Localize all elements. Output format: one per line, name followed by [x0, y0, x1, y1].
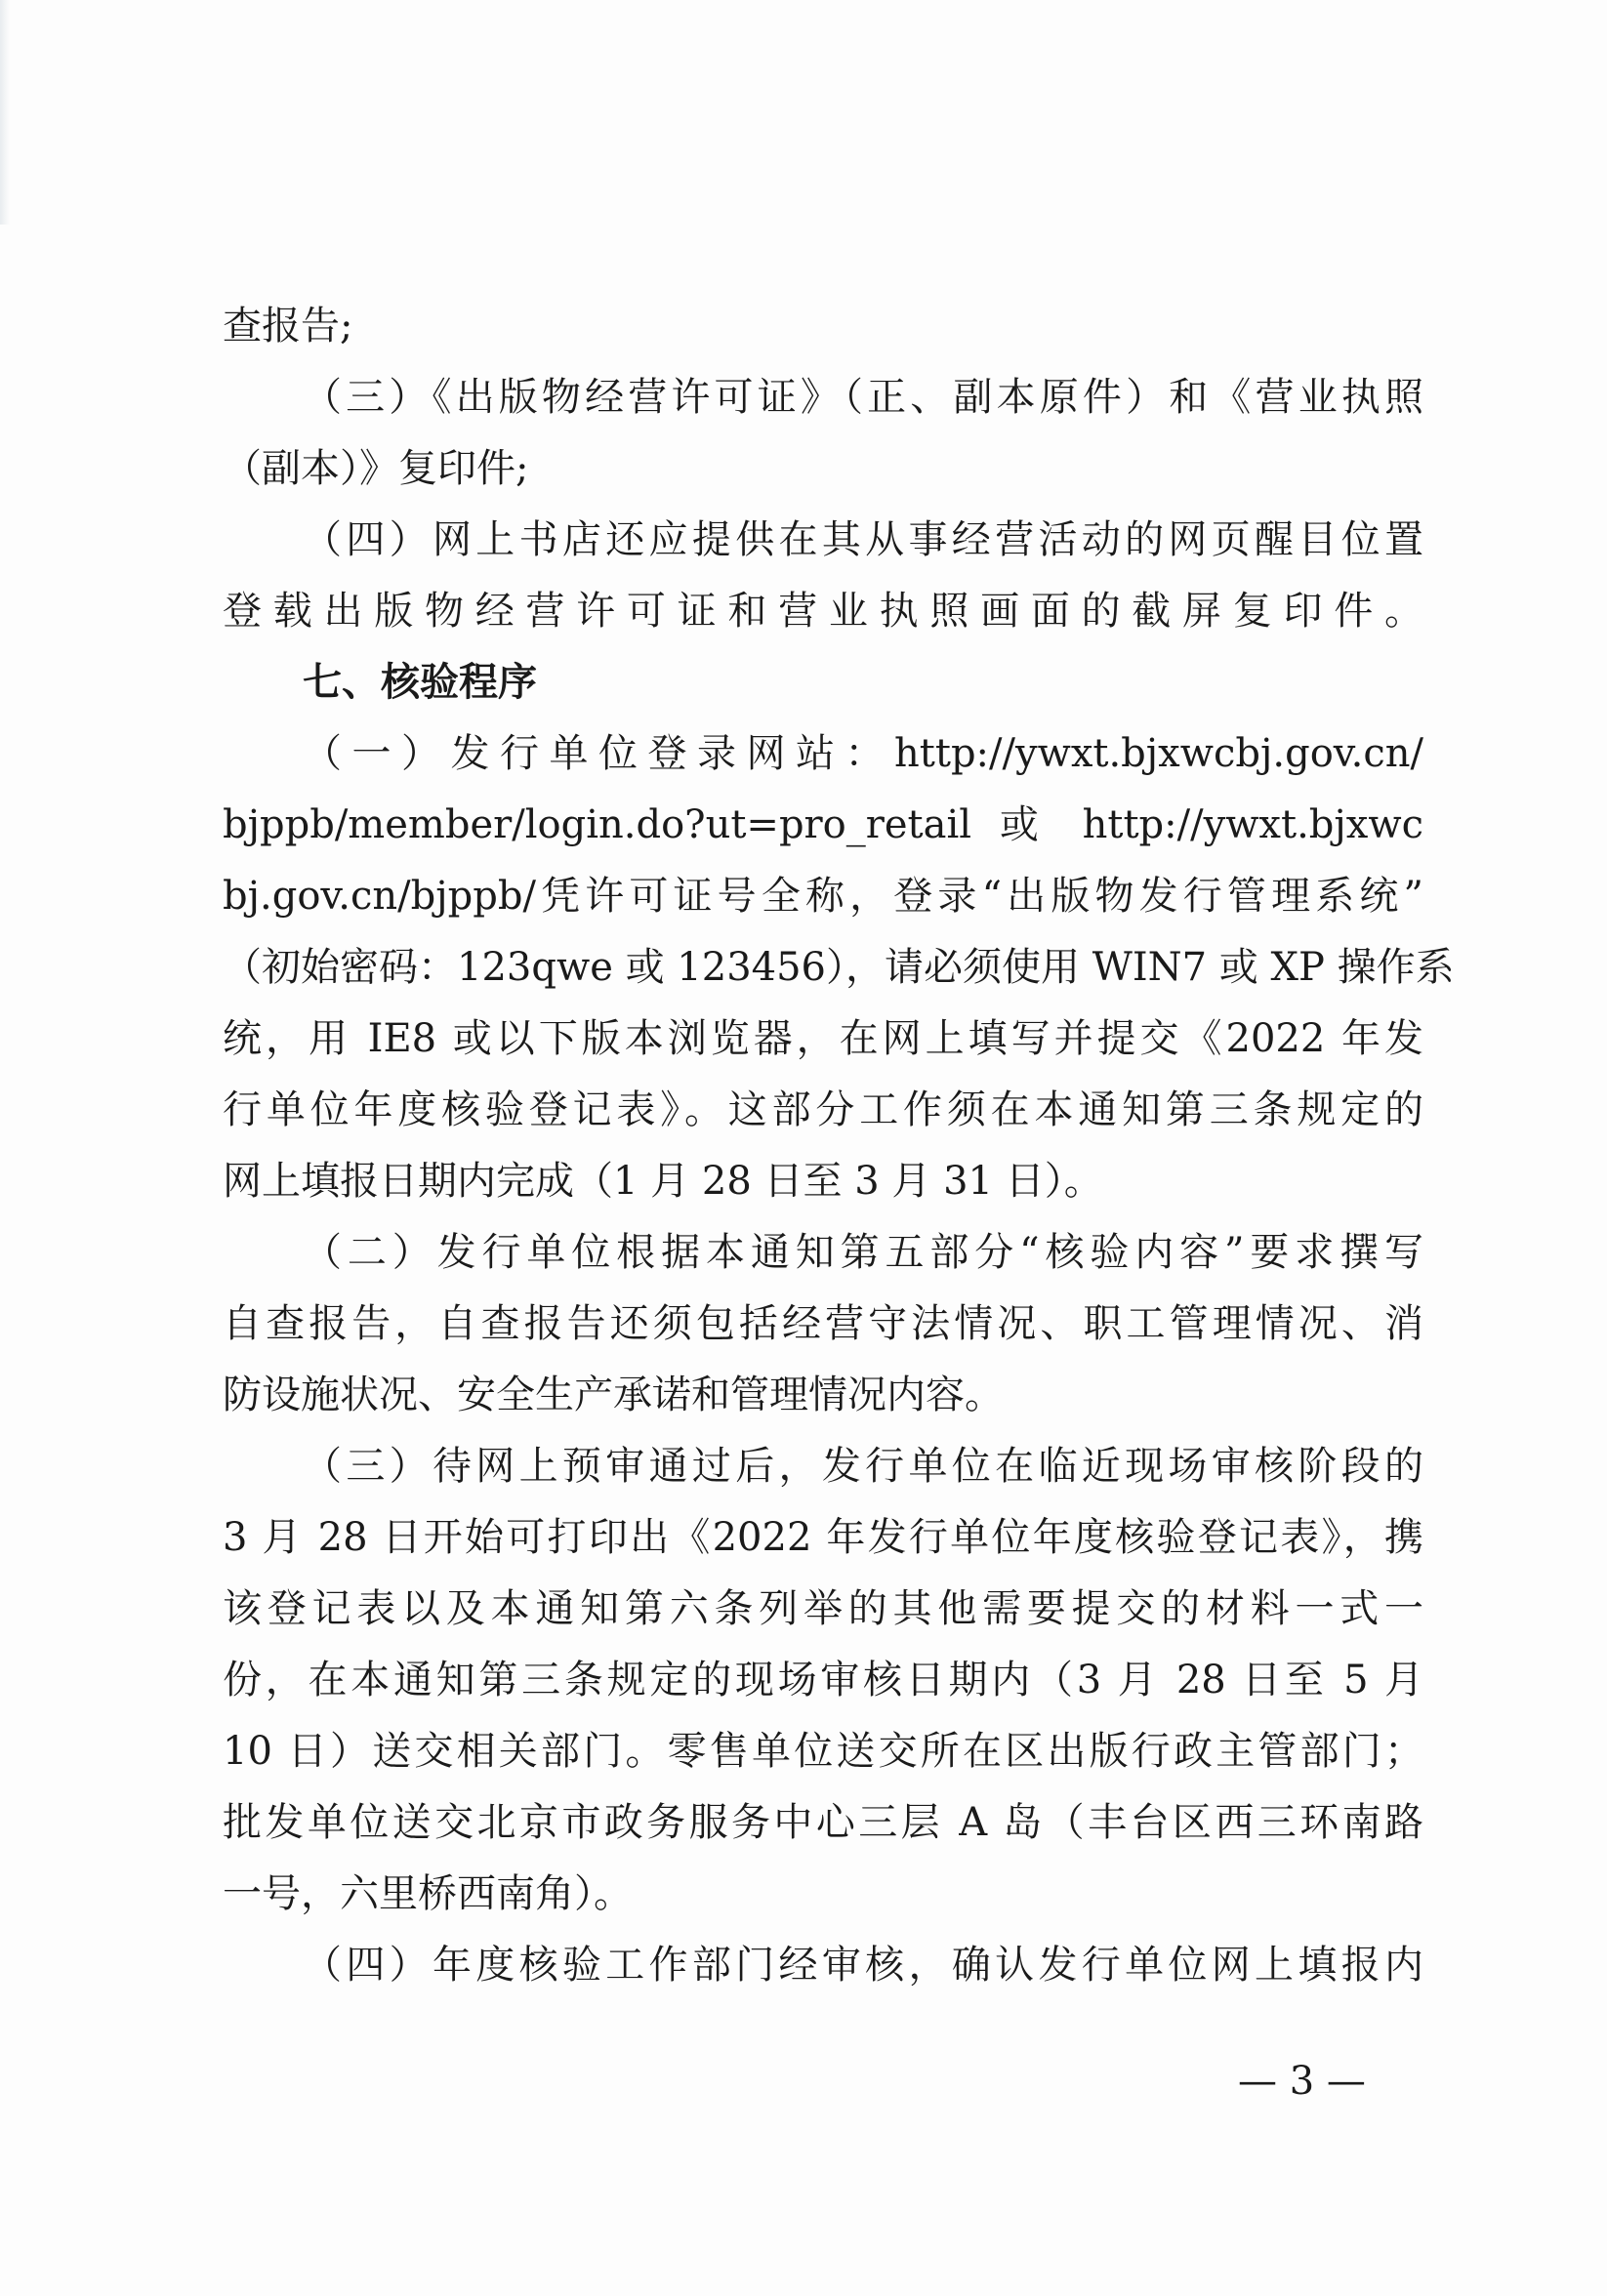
text-line-18: 3 月 28 日开始可打印出《2022 年发行单位年度核验登记表》，携	[223, 1515, 1423, 1560]
text-line-21: 10 日）送交相关部门。零售单位送交所在区出版行政主管部门；	[223, 1729, 1423, 1774]
text-line-3: （副本）》复印件;	[223, 446, 529, 491]
text-line-12: 行单位年度核验登记表》。这部分工作须在本通知第三条规定的	[223, 1087, 1423, 1132]
scan-edge	[0, 0, 10, 225]
text-line-15: 自查报告，自查报告还须包括经营守法情况、职工管理情况、消	[223, 1301, 1423, 1346]
text-line-16: 防设施状况、安全生产承诺和管理情况内容。	[223, 1373, 1004, 1417]
text-line-10: （初始密码：123qwe 或 123456），请必须使用 WIN7 或 XP 操作系	[223, 945, 1455, 990]
text-line-4: （四）网上书店还应提供在其从事经营活动的网页醒目位置	[303, 517, 1423, 562]
text-line-20: 份，在本通知第三条规定的现场审核日期内（3 月 28 日至 5 月	[223, 1658, 1423, 1702]
text-line-9: bj.gov.cn/bjppb/凭许可证号全称，登录“出版物发行管理系统”	[223, 874, 1423, 919]
text-line-7: （一）发行单位登录网站：http://ywxt.bjxwcbj.gov.cn/	[303, 731, 1423, 776]
page-number: — 3 —	[1238, 2059, 1366, 2104]
text-line-11: 统，用 IE8 或以下版本浏览器，在网上填写并提交《2022 年发	[223, 1016, 1423, 1061]
text-line-2: （三）《出版物经营许可证》（正、副本原件）和《营业执照	[303, 375, 1423, 420]
text-line-24: （四）年度核验工作部门经审核，确认发行单位网上填报内	[303, 1943, 1423, 1988]
text-line-5: 登载出版物经营许可证和营业执照画面的截屏复印件。	[223, 589, 1423, 634]
text-line-8: bjppb/member/login.do?ut=pro_retail 或 http://ywxt.bjxwc	[223, 802, 1423, 847]
text-line-23: 一号，六里桥西南角）。	[223, 1871, 633, 1916]
text-line-22: 批发单位送交北京市政务服务中心三层 A 岛（丰台区西三环南路	[223, 1800, 1423, 1845]
text-line-13: 网上填报日期内完成（1 月 28 日至 3 月 31 日）。	[223, 1159, 1103, 1204]
text-line-19: 该登记表以及本通知第六条列举的其他需要提交的材料一式一	[223, 1586, 1423, 1631]
text-line-1: 查报告;	[223, 304, 353, 348]
text-line-17: （三）待网上预审通过后，发行单位在临近现场审核阶段的	[303, 1444, 1423, 1489]
section-heading: 七、核验程序	[303, 660, 537, 705]
text-line-14: （二）发行单位根据本通知第五部分“核验内容”要求撰写	[303, 1230, 1423, 1275]
